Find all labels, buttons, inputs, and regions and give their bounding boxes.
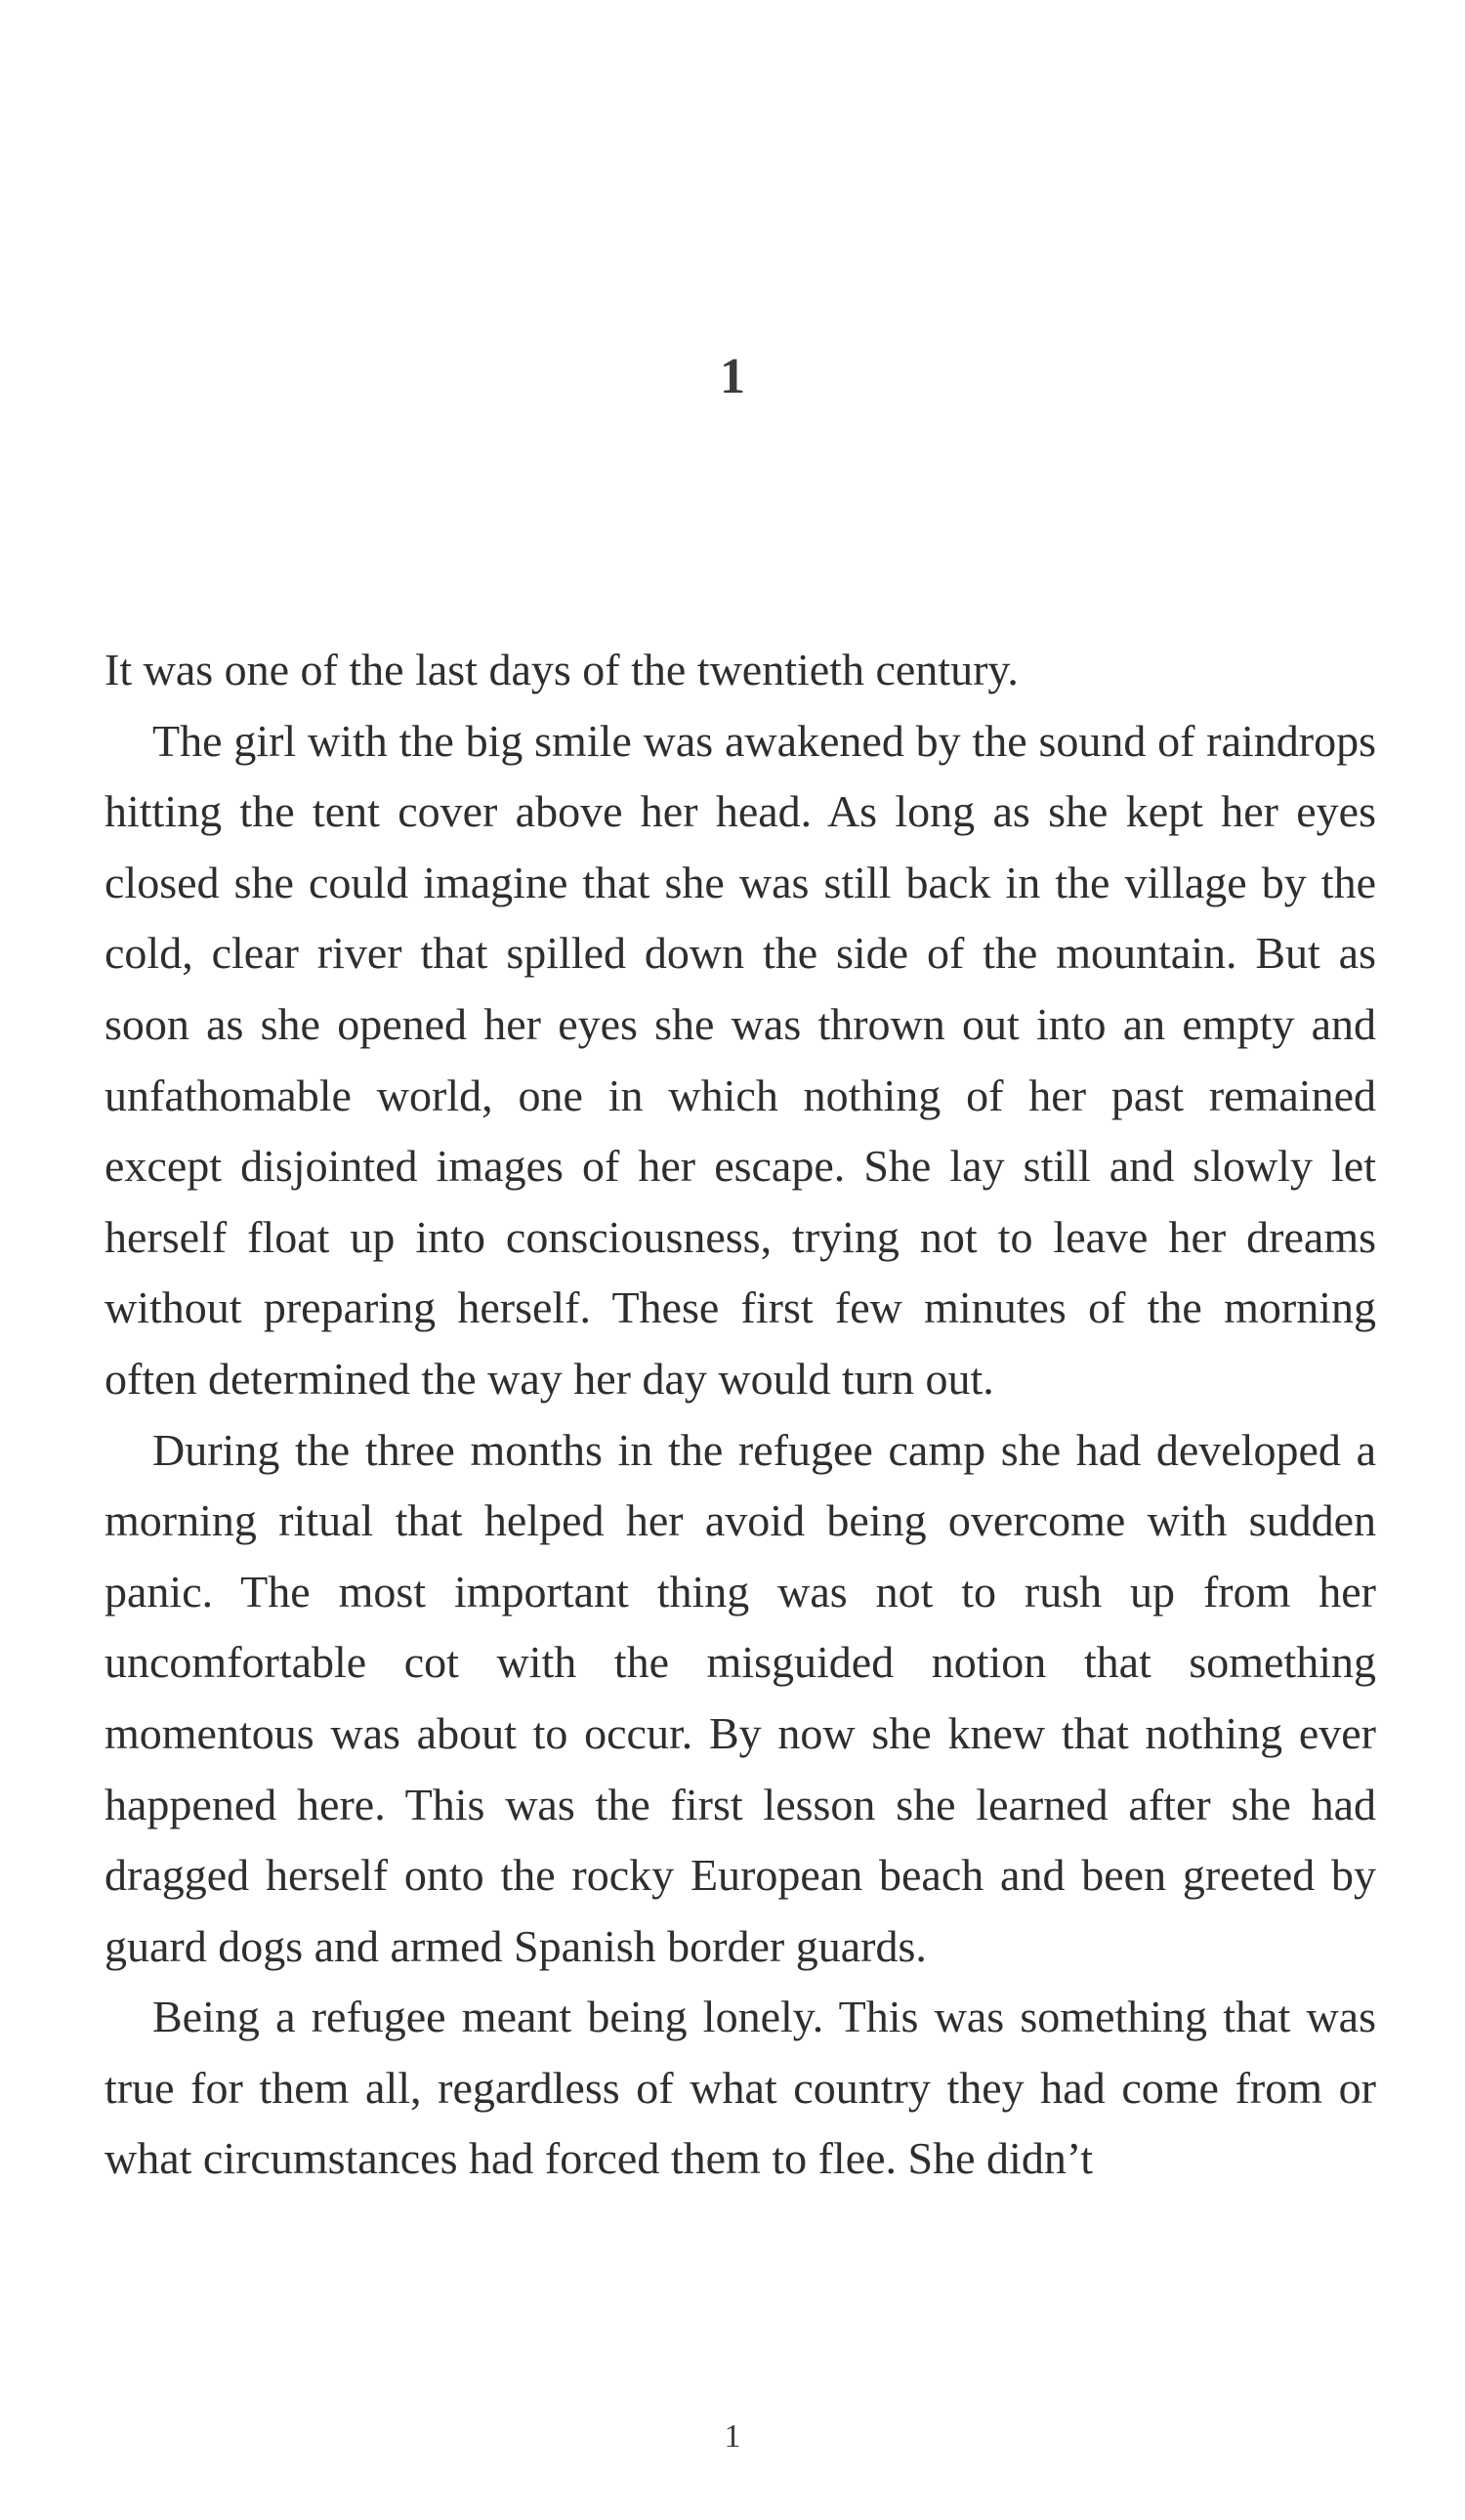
chapter-body <box>105 635 1376 2195</box>
paragraph-opening: It was one of the last days of the twentieth century. <box>105 645 1019 694</box>
paragraph: The girl with the big smile was awakened by the sound of raindrops hitting the tent cover above her head. As long as she kept her eyes closed she could imagine that she was still back in the village by the cold, clear river that spilled down the side of the mountain. But as soon as she opened her eyes she was thrown out into an empty and unfathomable world, one in which nothing of her past remained except disjointed images of her escape. She lay still and slowly let herself float up into consciousness, trying not to leave her dreams without preparing herself. These first few minutes of the morning often determined the way her day would turn out. <box>105 715 1376 1404</box>
paragraph: During the three months in the refugee camp she had developed a morning ritual that helped her avoid being overcome with sudden panic. The most important thing was not to rush up from her uncomfortable cot with the misguided notion that something momentous was about to occur. By now she knew that nothing ever happened here. This was the first lesson she learned after she had dragged herself onto the rocky European beach and been greeted by guard dogs and armed Spanish border guards. <box>105 1424 1376 1971</box>
chapter-number: 1 <box>720 349 745 404</box>
page-number: 1 <box>724 2418 741 2455</box>
paragraph: Being a refugee meant being lonely. This was something that was true for them all, regardless of what country they had come from or what circumstances had forced them to flee. She didn’t <box>105 1992 1376 2184</box>
